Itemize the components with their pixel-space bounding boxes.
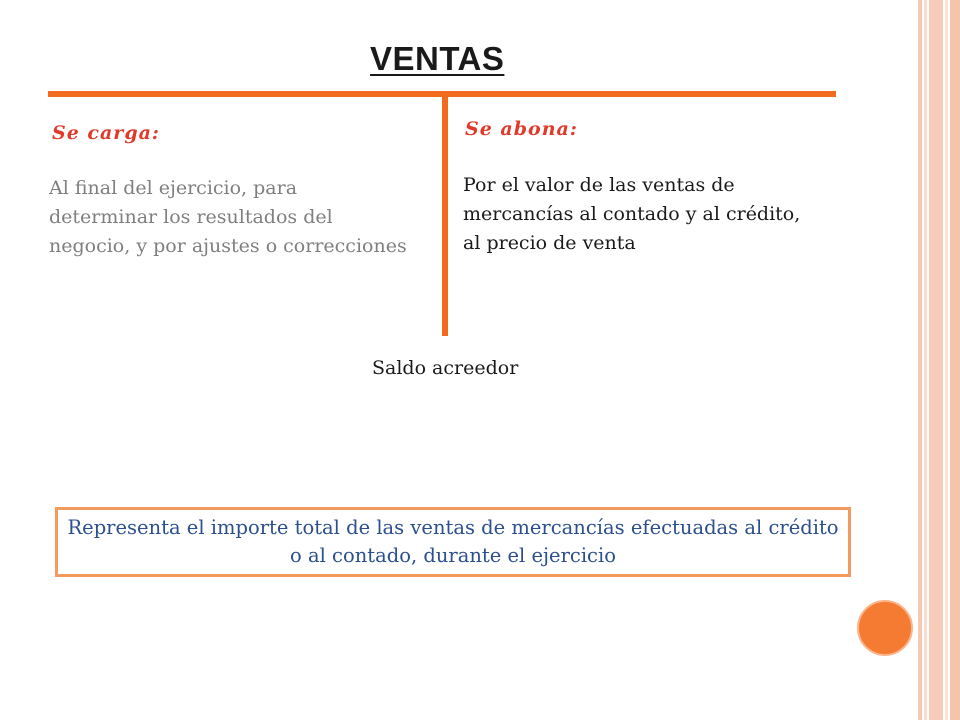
credit-heading: Se abona:	[465, 118, 578, 140]
credit-text: Por el valor de las ventas de mercancías al contado y al crédito, al precio de venta	[463, 174, 801, 254]
debit-heading: Se carga:	[52, 122, 160, 144]
decorative-side-stripes	[918, 0, 960, 720]
debit-text: Al final del ejercicio, para determinar los resultados del negocio, y por ajustes o correcciones	[49, 177, 407, 257]
decorative-circle	[857, 600, 913, 656]
balance-label: Saldo acreedor	[372, 357, 519, 379]
definition-box	[55, 507, 851, 577]
t-account-vertical-line	[442, 96, 448, 336]
definition-text: Representa el importe total de las ventas de mercancías efectuadas al crédito o al contado, durante el ejercicio	[67, 516, 839, 567]
slide-title: VENTAS	[370, 40, 505, 77]
